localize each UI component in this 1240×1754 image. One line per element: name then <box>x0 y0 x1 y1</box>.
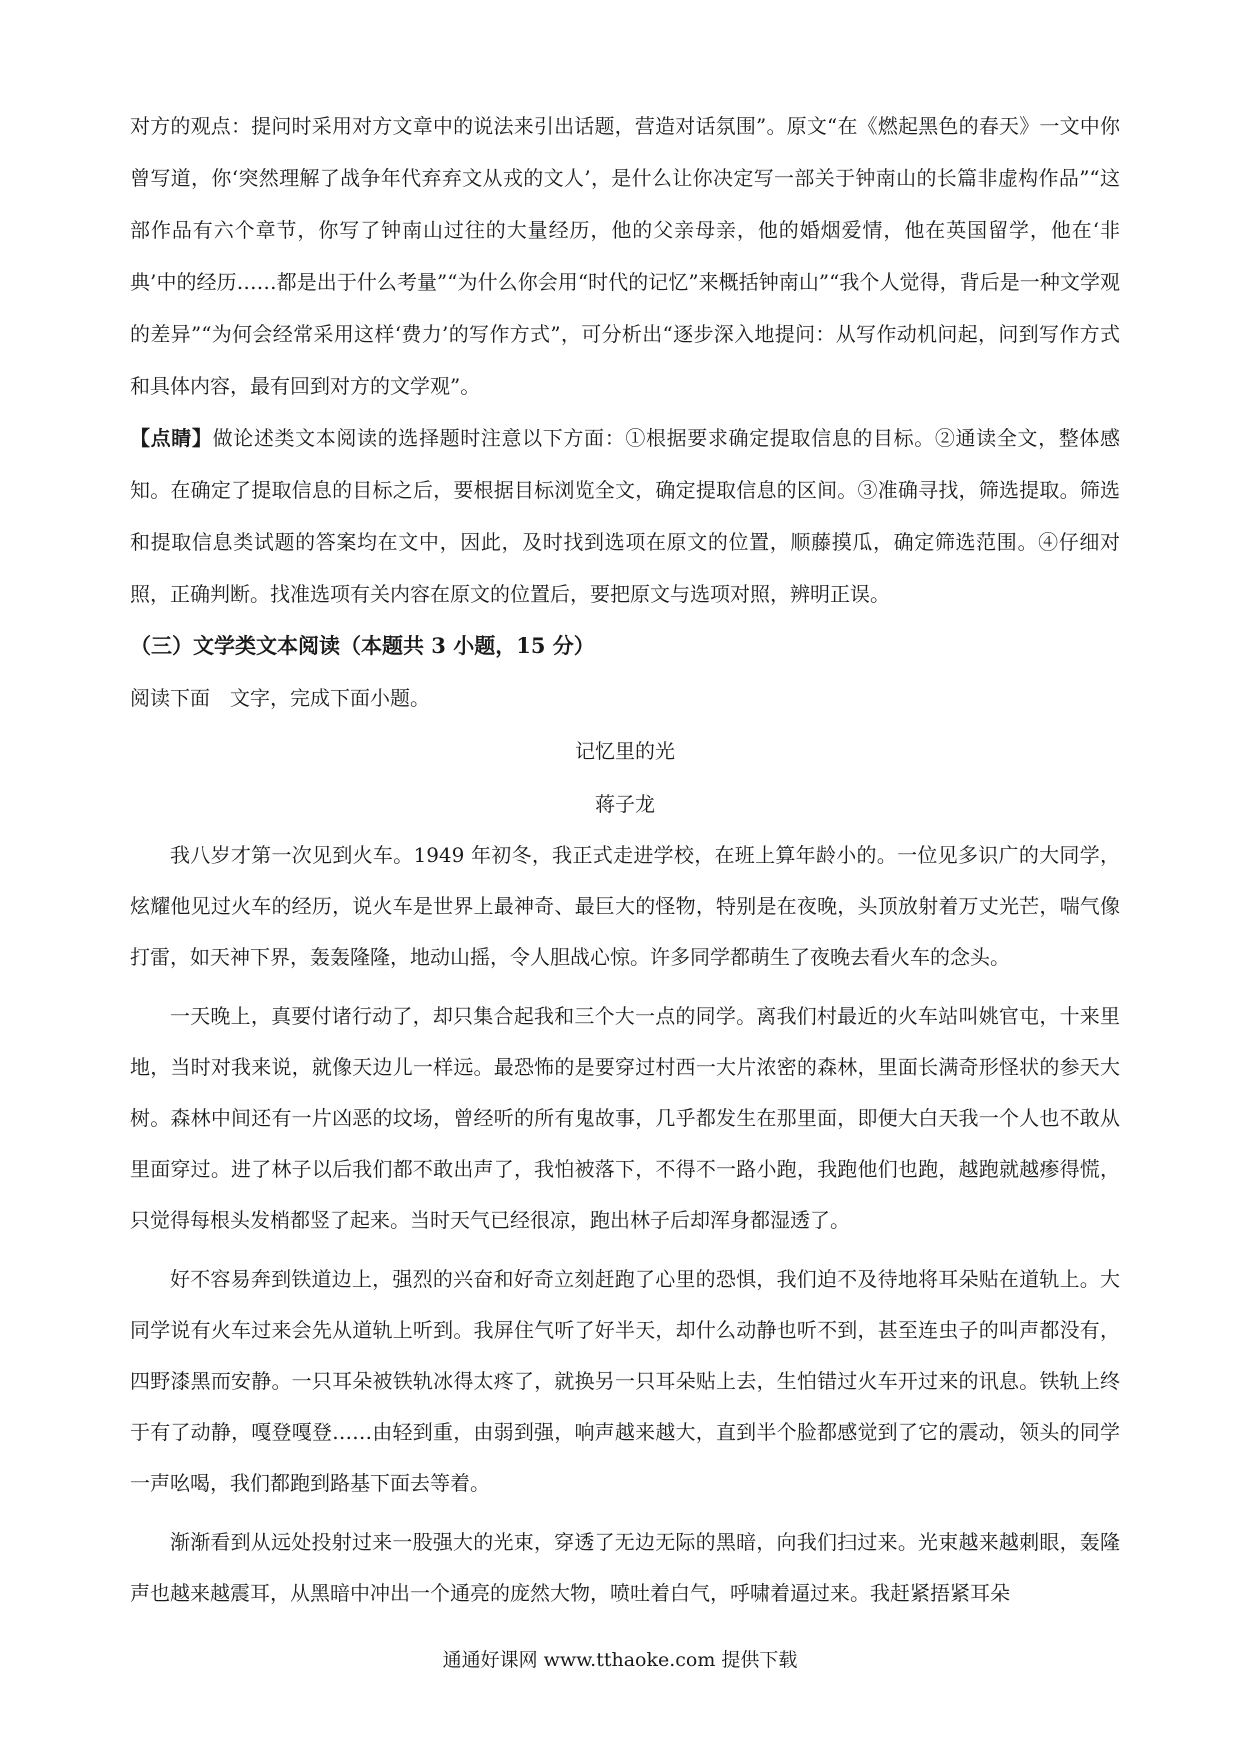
page-footer: 通通好课网 www.tthaoke.com 提供下载 <box>442 1649 798 1671</box>
tip-label: 【点睛】 <box>130 426 213 450</box>
story-title: 记忆里的光 <box>575 739 675 763</box>
tip-paragraph <box>130 412 1120 620</box>
section-heading: （三）文学类文本阅读（本题共 3 小题，15 分） <box>130 633 595 658</box>
story-paragraph: 我八岁才第一次见到火车。1949 年初冬，我正式走进学校，在班上算年龄小的。一位见多识广的大同学，炫耀他见过火车的经历，说火车是世界上最神奇、最巨大的怪物，特别是在夜晚，头顶放射着万丈光芒，喘气像打雷，如天神下界，轰轰隆隆，地动山摇，令人胆战心惊。许多同学都萌生了夜晚去看火车的念头。 <box>130 843 1120 969</box>
analysis-paragraph: 对方的观点：提问时采用对方文章中的说法来引出话题，营造对话氛围”。原文“在《燃起黑色的春天》一文中你曾写道，你‘突然理解了战争年代弃弃文从戎的文人’，是什么让你决定写一部关于钟南山的长篇非虚构作品”“这部作品有六个章节，你写了钟南山过往的大量经历，他的父亲母亲，他的婚烟爱情，他在英国留学，他在‘非典’中的经历……都是出于什么考量”“为什么你会用“时代的记忆”来概括钟南山”“我个人觉得，背后是一种文学观的差异”“为何会经常采用这样‘费力’的写作方式”，可分析出“逐步深入地提问：从写作动机问起，问到写作方式和具体内容，最有回到对方的文学观”。 <box>130 114 1120 398</box>
story-author: 蒋子龙 <box>595 792 655 816</box>
story-paragraph: 一天晚上，真要付诸行动了，却只集合起我和三个大一点的同学。离我们村最近的火车站叫姚官屯，十来里地，当时对我来说，就像天边儿一样远。最恐怖的是要穿过村西一大片浓密的森林，里面长满奇形怪状的参天大树。森林中间还有一片凶恶的坟场，曾经听的所有鬼故事，几乎都发生在那里面，即便大白天我一个人也不敢从里面穿过。进了林子以后我们都不敢出声了，我怕被落下，不得不一路小跑，我跑他们也跑，越跑就越瘆得慌，只觉得每根头发梢都竖了起来。当时天气已经很凉，跑出林子后却浑身都湿透了。 <box>130 1004 1120 1232</box>
reading-instruction: 阅读下面 文字，完成下面小题。 <box>130 686 430 710</box>
story-paragraph: 好不容易奔到铁道边上，强烈的兴奋和好奇立刻赶跑了心里的恐惧，我们迫不及待地将耳朵贴在道轨上。大同学说有火车过来会先从道轨上听到。我屏住气听了好半天，却什么动静也听不到，甚至连虫子的叫声都没有，四野漆黑而安静。一只耳朵被铁轨冰得太疼了，就换另一只耳朵贴上去，生怕错过火车开过来的讯息。铁轨上终于有了动静，嘎登嘎登……由轻到重，由弱到强，响声越来越大，直到半个脸都感觉到了它的震动，领头的同学一声吆喝，我们都跑到路基下面去等着。 <box>130 1267 1120 1495</box>
tip-text: 做论述类文本阅读的选择题时注意以下方面：①根据要求确定提取信息的目标。②通读全文，整体感知。在确定了提取信息的目标之后，要根据目标浏览全文，确定提取信息的区间。③准确寻找，筛选提取。筛选和提取信息类试题的答案均在文中，因此，及时找到选项在原文的位置，顺藤摸瓜，确定筛选范围。④仔细对照，正确判断。找准选项有关内容在原文的位置后，要把原文与选项对照，辨明正误。 <box>130 426 1121 606</box>
story-paragraph: 渐渐看到从远处投射过来一股强大的光束，穿透了无边无际的黑暗，向我们扫过来。光束越来越刺眼，轰隆声也越来越震耳，从黑暗中冲出一个通亮的庞然大物，喷吐着白气，呼啸着逼过来。我赶紧捂紧耳朵 <box>130 1530 1120 1605</box>
